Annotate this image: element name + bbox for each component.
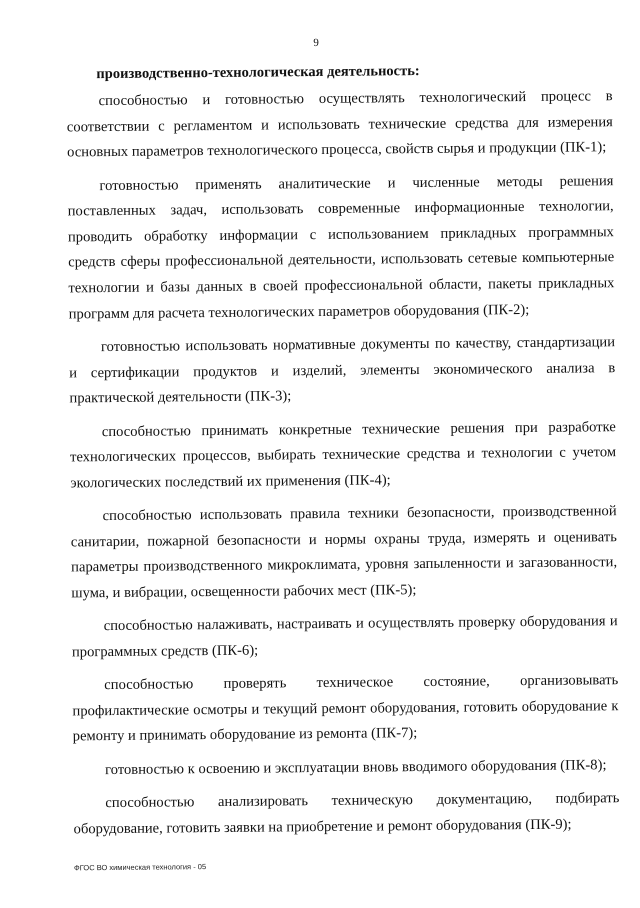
competency-pk-7: способностью проверять техническое состояние, организовывать профилактические осмотры и текущий ремонт оборудования, готовить оборудование к ремонту и принимать оборудование из ремонта (ПК-7);	[72, 672, 619, 745]
competency-pk-5: способностью использовать правила техники безопасности, производственной санитарии, пожарной безопасности и нормы охраны труда, измерять и оценивать параметры производственного микроклимата, уровня запыленности и загазованности, шума, и вибрации, освещенности рабочих мест (ПК-5);	[70, 503, 618, 602]
competency-list	[67, 84, 620, 850]
competency-pk-8: готовностью к освоению и эксплуатации вновь вводимого оборудования (ПК-8);	[104, 757, 607, 778]
competency-pk-1: способностью и готовностью осуществлять технологический процесс в соответствии с регламентом и использовать технические средства для измерения основных параметров технологического процесса, свойств сырья и продукции (ПК-1);	[66, 88, 613, 161]
section-heading: производственно-технологическая деятельность:	[96, 63, 420, 83]
competency-pk-2: готовностью применять аналитические и численные методы решения поставленных задач, использовать современные информационные технологии, проводить обработку информации с использованием прикладных программных средств сферы профессиональной деятельности, использовать сетевые компьютерные технологии и базы данных в своей профессиональной области, пакеты прикладных программ для расчета технологических параметров оборудования (ПК-2);	[67, 172, 615, 322]
competency-pk-4: способностью принимать конкретные технические решения при разработке технологических процессов, выбирать технические средства и технологии с учетом экологических последствий их применения (ПК-4);	[69, 418, 617, 492]
competency-pk-9: способностью анализировать техническую документацию, подбирать оборудование, готовить заявки на приобретение и ремонт оборудования (ПК-9);	[73, 790, 620, 838]
page-number: 9	[313, 36, 319, 50]
competency-pk-6: способностью налаживать, настраивать и осуществлять проверку оборудования и программных средств (ПК-6);	[71, 613, 618, 661]
competency-pk-3: готовностью использовать нормативные документы по качеству, стандартизации и сертификации продуктов и изделий, элементы экономического анализа в практической деятельности (ПК-3);	[69, 334, 616, 407]
page-footer: ФГОС ВО химическая технология - 05	[73, 862, 207, 873]
